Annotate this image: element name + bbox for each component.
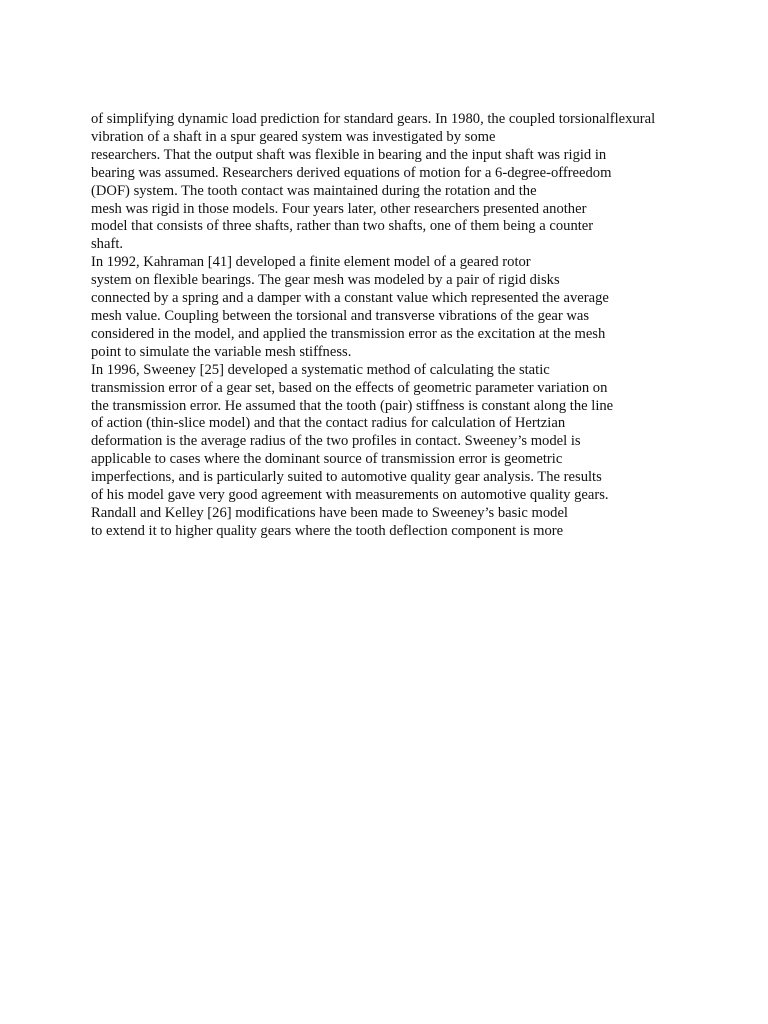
text-line: In 1996, Sweeney [25] developed a systematic method of calculating the static — [91, 361, 550, 378]
text-line: of his model gave very good agreement with measurements on automotive quality gears. — [91, 487, 609, 504]
body-text — [91, 111, 761, 541]
text-line: mesh value. Coupling between the torsional and transverse vibrations of the gear was — [91, 307, 590, 324]
text-line: to extend it to higher quality gears where the tooth deflection component is more — [91, 522, 564, 539]
text-line: imperfections, and is particularly suited to automotive quality gear analysis. The results — [91, 469, 602, 486]
text-line: deformation is the average radius of the two profiles in contact. Sweeney’s model is — [91, 433, 581, 450]
text-line: vibration of a shaft in a spur geared system was investigated by some — [91, 128, 496, 145]
text-line: point to simulate the variable mesh stiffness. — [91, 343, 352, 360]
text-line: of simplifying dynamic load prediction for standard gears. In 1980, the coupled torsionalflexural — [91, 111, 656, 127]
text-line: system on flexible bearings. The gear mesh was modeled by a pair of rigid disks — [91, 272, 560, 289]
text-line: the transmission error. He assumed that the tooth (pair) stiffness is constant along the line — [91, 397, 614, 414]
text-line: of action (thin-slice model) and that the contact radius for calculation of Hertzian — [91, 415, 566, 432]
text-line: applicable to cases where the dominant source of transmission error is geometric — [91, 451, 563, 468]
text-line: connected by a spring and a damper with a constant value which represented the average — [91, 290, 609, 307]
text-line: bearing was assumed. Researchers derived equations of motion for a 6-degree-offreedom — [91, 164, 612, 181]
text-line: considered in the model, and applied the transmission error as the excitation at the mesh — [91, 325, 606, 342]
text-line: shaft. — [91, 236, 124, 253]
text-line: In 1992, Kahraman [41] developed a finite element model of a geared rotor — [91, 254, 531, 271]
text-line: Randall and Kelley [26] modifications have been made to Sweeney’s basic model — [91, 504, 568, 521]
text-line: researchers. That the output shaft was flexible in bearing and the input shaft was rigid in — [91, 146, 607, 163]
text-line: mesh was rigid in those models. Four years later, other researchers presented another — [91, 200, 587, 217]
text-line: (DOF) system. The tooth contact was maintained during the rotation and the — [91, 182, 537, 199]
text-line: model that consists of three shafts, rather than two shafts, one of them being a counter — [91, 218, 594, 235]
text-line: transmission error of a gear set, based on the effects of geometric parameter variation on — [91, 379, 608, 396]
